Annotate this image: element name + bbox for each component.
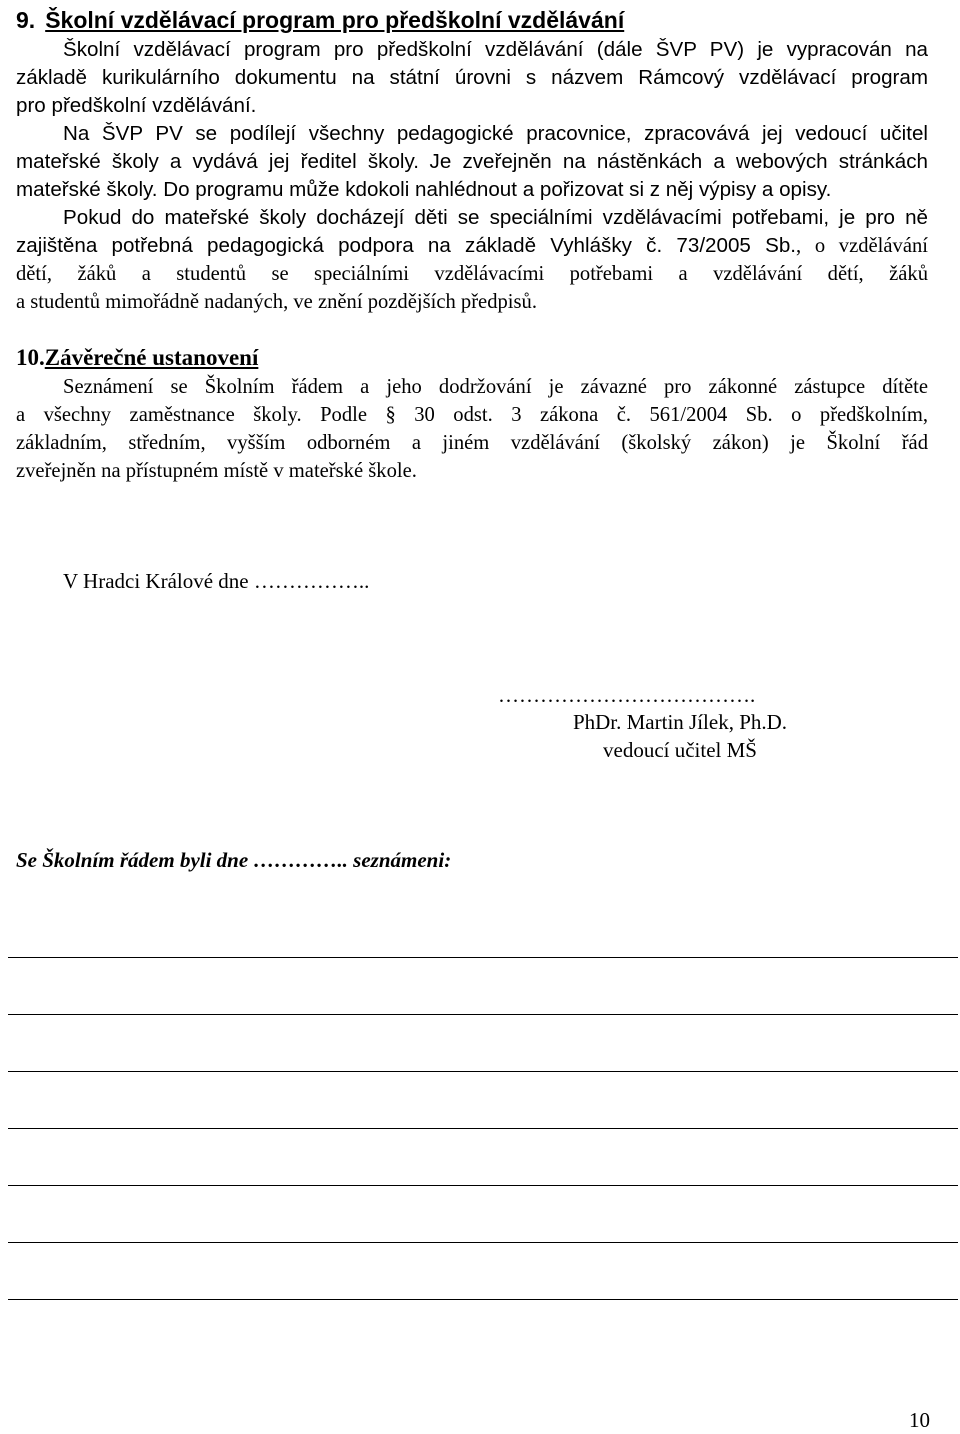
- section-9-line-8: [16, 232, 928, 260]
- signature-rule: [8, 1185, 958, 1186]
- section-10-line-3: základním, středním, vyšším odborném a jiném vzdělávání (školský zákon) je Školní řád: [16, 432, 928, 454]
- section-9-line-3: pro předškolní vzdělávání.: [16, 94, 257, 117]
- signature-rule: [8, 957, 958, 958]
- section-10-line-2: a všechny zaměstnance školy. Podle § 30 odst. 3 zákona č. 561/2004 Sb. o předškolním,: [16, 404, 928, 426]
- section-9-heading: [16, 2, 624, 38]
- section-9-line-5a: mateřské školy a vydává jej ředitel školy.: [16, 150, 419, 173]
- section-9-line-7: Pokud do mateřské školy docházejí děti se speciálními vzdělávacími potřebami, je pro ně: [63, 206, 928, 229]
- section-10-title: Závěrečné ustanovení: [44, 345, 259, 370]
- section-9-line-10: a studentů mimořádně nadaných, ve znění pozdějších předpisů.: [16, 291, 537, 313]
- signature-rule: [8, 1071, 958, 1072]
- section-9-line-9: dětí, žáků a studentů se speciálními vzdělávacími potřebami a vzdělávání dětí, žáků: [16, 263, 928, 285]
- signature-rule: [8, 1014, 958, 1015]
- section-10-number: 10.: [16, 345, 45, 370]
- signature-dots: ……………………………….: [498, 683, 756, 707]
- section-9-line-5: [16, 148, 928, 176]
- signatory-role: vedoucí učitel MŠ: [603, 738, 757, 762]
- signatory-name: PhDr. Martin Jílek, Ph.D.: [572, 710, 788, 734]
- page-number: 10: [909, 1408, 930, 1432]
- place-and-date: V Hradci Králové dne ……………..: [63, 569, 370, 593]
- section-9-line-1: Školní vzdělávací program pro předškolní vzdělávání (dále ŠVP PV) je vypracován na: [63, 38, 928, 61]
- signature-rule: [8, 1128, 958, 1129]
- section-10-body: [16, 373, 928, 485]
- signature-rule: [8, 1299, 958, 1300]
- section-10-line-4: zveřejněn na přístupném místě v mateřské škole.: [16, 460, 417, 482]
- section-9-line-8b: , o vzdělávání: [796, 235, 928, 257]
- section-9-number: 9.: [16, 7, 36, 33]
- section-10-line-1: Seznámení se Školním řádem a jeho dodržování je závazné pro zákonné zástupce dítěte: [63, 376, 928, 398]
- section-10-heading: [16, 341, 258, 375]
- signature-rule: [8, 1242, 958, 1243]
- section-9-line-6: mateřské školy. Do programu může kdokoli nahlédnout a pořizovat si z něj výpisy a opisy.: [16, 178, 832, 201]
- section-9-line-2: základě kurikulárního dokumentu na státní úrovni s názvem Rámcový vzdělávací program: [16, 66, 928, 89]
- section-9-line-5b: Je zveřejněn na nástěnkách a webových stránkách: [429, 150, 928, 173]
- section-9-title: Školní vzdělávací program pro předškolní vzdělávání: [45, 7, 625, 33]
- acknowledgement-line: Se Školním řádem byli dne ………….. seznámeni:: [16, 848, 452, 872]
- section-9-line-8a: zajištěna potřebná pedagogická podpora na základě Vyhlášky č. 73/2005 Sb.: [16, 234, 797, 257]
- section-9-line-4: Na ŠVP PV se podílejí všechny pedagogické pracovnice, zpracovává jej vedoucí učitel: [63, 122, 928, 145]
- section-9-body: [16, 36, 928, 316]
